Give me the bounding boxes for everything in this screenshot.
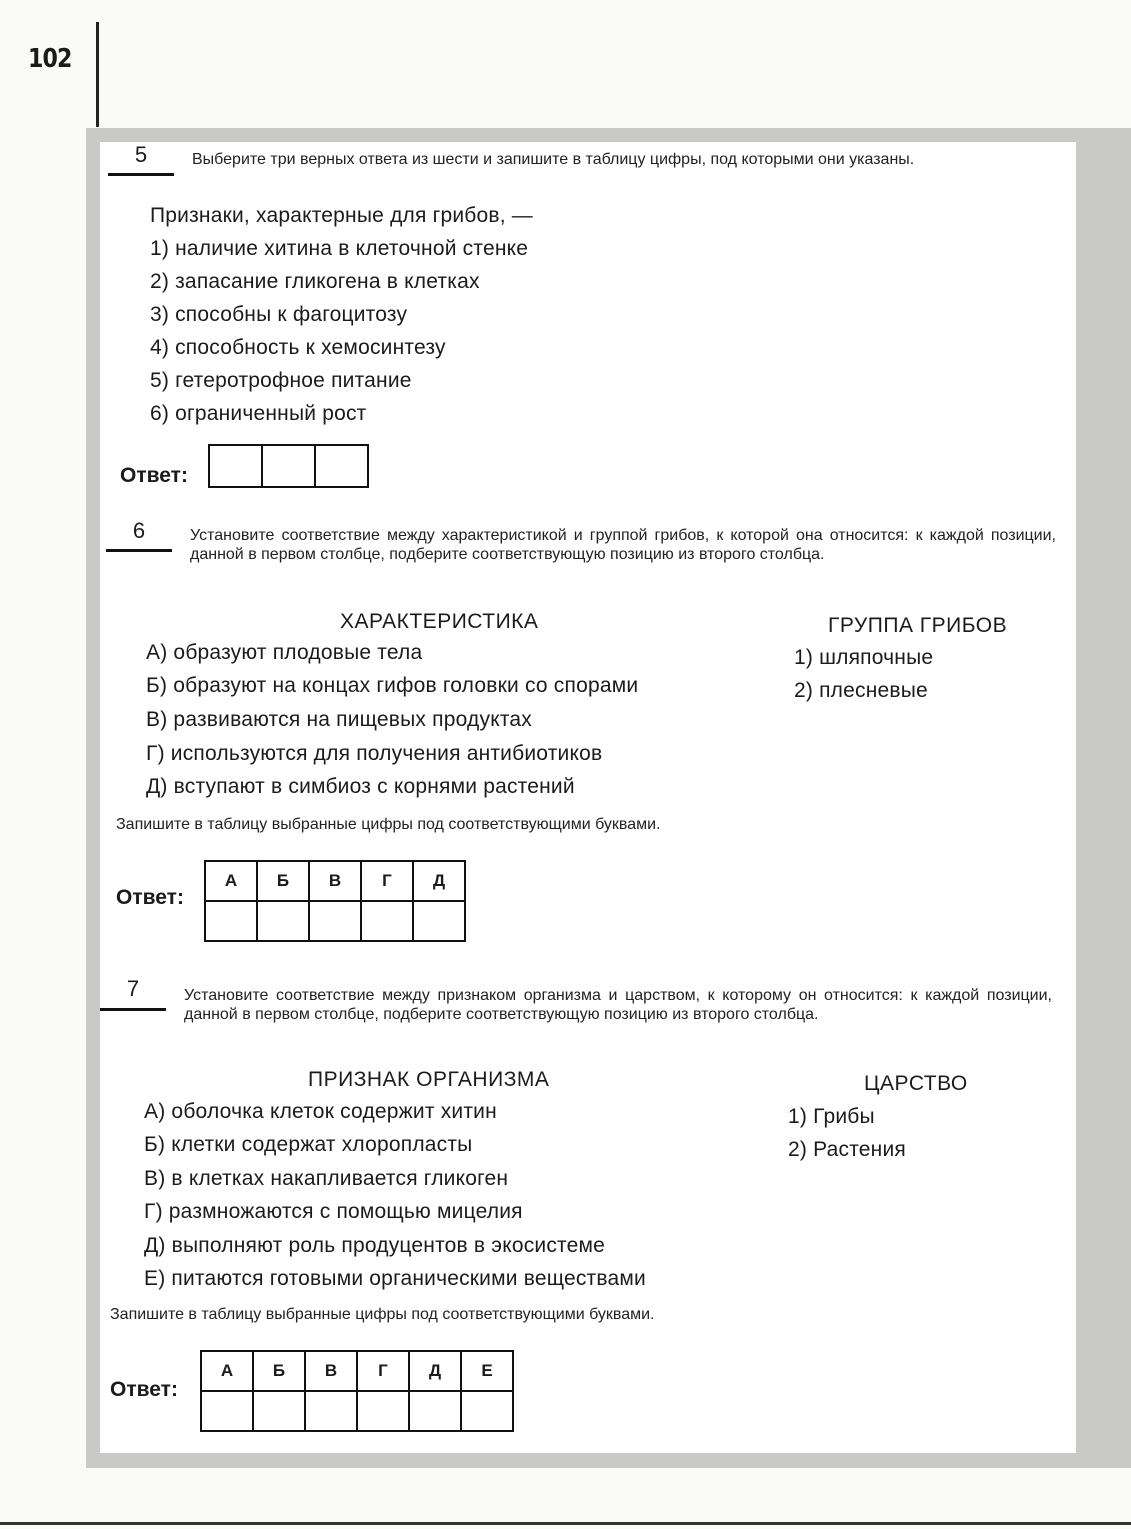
task-6-instruction: Установите соответствие между характеристикой и группой грибов, к которой она относится: к каждой позиции, данной в первом столбце, подберите соответствующую позицию из второго столбца. bbox=[190, 527, 1056, 563]
task-6-number: 6 bbox=[132, 518, 146, 543]
task-5-option: 4) способность к хемосинтезу bbox=[150, 336, 446, 359]
task-5-option: 1) наличие хитина в клеточной стенке bbox=[150, 237, 529, 260]
task-7-item: В) в клетках накапливается гликоген bbox=[144, 1167, 509, 1190]
task-7-note: Запишите в таблицу выбранные цифры под соответствующими буквами. bbox=[110, 1306, 655, 1323]
letter-cell: Е bbox=[461, 1351, 513, 1391]
letter-cell: Б bbox=[257, 861, 309, 901]
task-7-col1-header: ПРИЗНАК ОРГАНИЗМА bbox=[308, 1068, 550, 1091]
answer-cell[interactable] bbox=[315, 445, 368, 487]
letter-cell: Д bbox=[413, 861, 465, 901]
answer-cell[interactable] bbox=[262, 445, 315, 487]
letter-cell: В bbox=[305, 1351, 357, 1391]
answer-cell[interactable] bbox=[209, 445, 262, 487]
letter-cell: В bbox=[309, 861, 361, 901]
task-7-number: 7 bbox=[126, 976, 140, 1001]
task-6-group: 1) шляпочные bbox=[794, 646, 934, 669]
task-7-item: Г) размножаются с помощью мицелия bbox=[144, 1200, 523, 1223]
task-5-rule bbox=[108, 173, 174, 176]
task-7-item: Д) выполняют роль продуцентов в экосистеме bbox=[144, 1234, 606, 1257]
task-6-col1-header: ХАРАКТЕРИСТИКА bbox=[340, 610, 539, 633]
task-7-item: Б) клетки содержат хлоропласты bbox=[144, 1133, 473, 1156]
answer-cell[interactable] bbox=[461, 1391, 513, 1431]
task-7-answer-label: Ответ: bbox=[110, 1378, 178, 1401]
answer-cell[interactable] bbox=[357, 1391, 409, 1431]
task-7-instruction: Установите соответствие между признаком организма и царством, к которому он относится: к каждой позиции, данной в первом столбце, подберите соответствующую позицию из второго столбца. bbox=[184, 987, 1052, 1023]
page-number: 102 bbox=[28, 44, 72, 74]
letter-cell: Г bbox=[361, 861, 413, 901]
task-6-note: Запишите в таблицу выбранные цифры под соответствующими буквами. bbox=[116, 816, 661, 833]
task-6-answer-table bbox=[204, 860, 466, 942]
task-7-kingdom: 1) Грибы bbox=[788, 1105, 875, 1128]
task-6-item: А) образуют плодовые тела bbox=[146, 641, 423, 664]
task-5-instruction: Выберите три верных ответа из шести и запишите в таблицу цифры, под которыми они указаны. bbox=[192, 151, 915, 168]
task-6-item: Д) вступают в симбиоз с корнями растений bbox=[146, 775, 575, 798]
task-5-option: 2) запасание гликогена в клетках bbox=[150, 270, 480, 293]
answer-cell[interactable] bbox=[361, 901, 413, 941]
task-6-item: В) развиваются на пищевых продуктах bbox=[146, 708, 532, 731]
answer-cell[interactable] bbox=[257, 901, 309, 941]
task-7-item: Е) питаются готовыми органическими веществами bbox=[144, 1267, 646, 1290]
letter-cell: А bbox=[201, 1351, 253, 1391]
task-7-col2-header: ЦАРСТВО bbox=[864, 1072, 968, 1095]
margin-line bbox=[96, 22, 99, 127]
answer-cell[interactable] bbox=[305, 1391, 357, 1431]
task-7-rule bbox=[100, 1008, 166, 1011]
task-5-answer-table bbox=[208, 444, 369, 488]
letter-cell: А bbox=[205, 861, 257, 901]
task-6-group: 2) плесневые bbox=[794, 679, 928, 702]
task-6-item: Б) образуют на концах гифов головки со спорами bbox=[146, 674, 639, 697]
task-7-answer-table bbox=[200, 1350, 514, 1432]
letter-cell: Г bbox=[357, 1351, 409, 1391]
task-7-kingdom: 2) Растения bbox=[788, 1138, 906, 1161]
letter-cell: Д bbox=[409, 1351, 461, 1391]
task-7-item: А) оболочка клеток содержит хитин bbox=[144, 1100, 497, 1123]
answer-cell[interactable] bbox=[409, 1391, 461, 1431]
answer-cell[interactable] bbox=[205, 901, 257, 941]
bottom-rule bbox=[0, 1522, 1131, 1525]
task-6-answer-label: Ответ: bbox=[116, 886, 184, 909]
answer-cell[interactable] bbox=[413, 901, 465, 941]
task-6-rule bbox=[106, 549, 172, 552]
task-5-answer-label: Ответ: bbox=[120, 464, 188, 487]
task-5-prompt: Признаки, характерные для грибов, — bbox=[150, 204, 533, 227]
task-5-number: 5 bbox=[134, 142, 148, 167]
task-5-option: 6) ограниченный рост bbox=[150, 402, 367, 425]
task-6-item: Г) используются для получения антибиотиков bbox=[146, 742, 603, 765]
task-5-option: 3) способны к фагоцитозу bbox=[150, 303, 408, 326]
task-6-col2-header: ГРУППА ГРИБОВ bbox=[828, 614, 1008, 637]
answer-cell[interactable] bbox=[201, 1391, 253, 1431]
task-5-option: 5) гетеротрофное питание bbox=[150, 369, 412, 392]
answer-cell[interactable] bbox=[253, 1391, 305, 1431]
answer-cell[interactable] bbox=[309, 901, 361, 941]
letter-cell: Б bbox=[253, 1351, 305, 1391]
